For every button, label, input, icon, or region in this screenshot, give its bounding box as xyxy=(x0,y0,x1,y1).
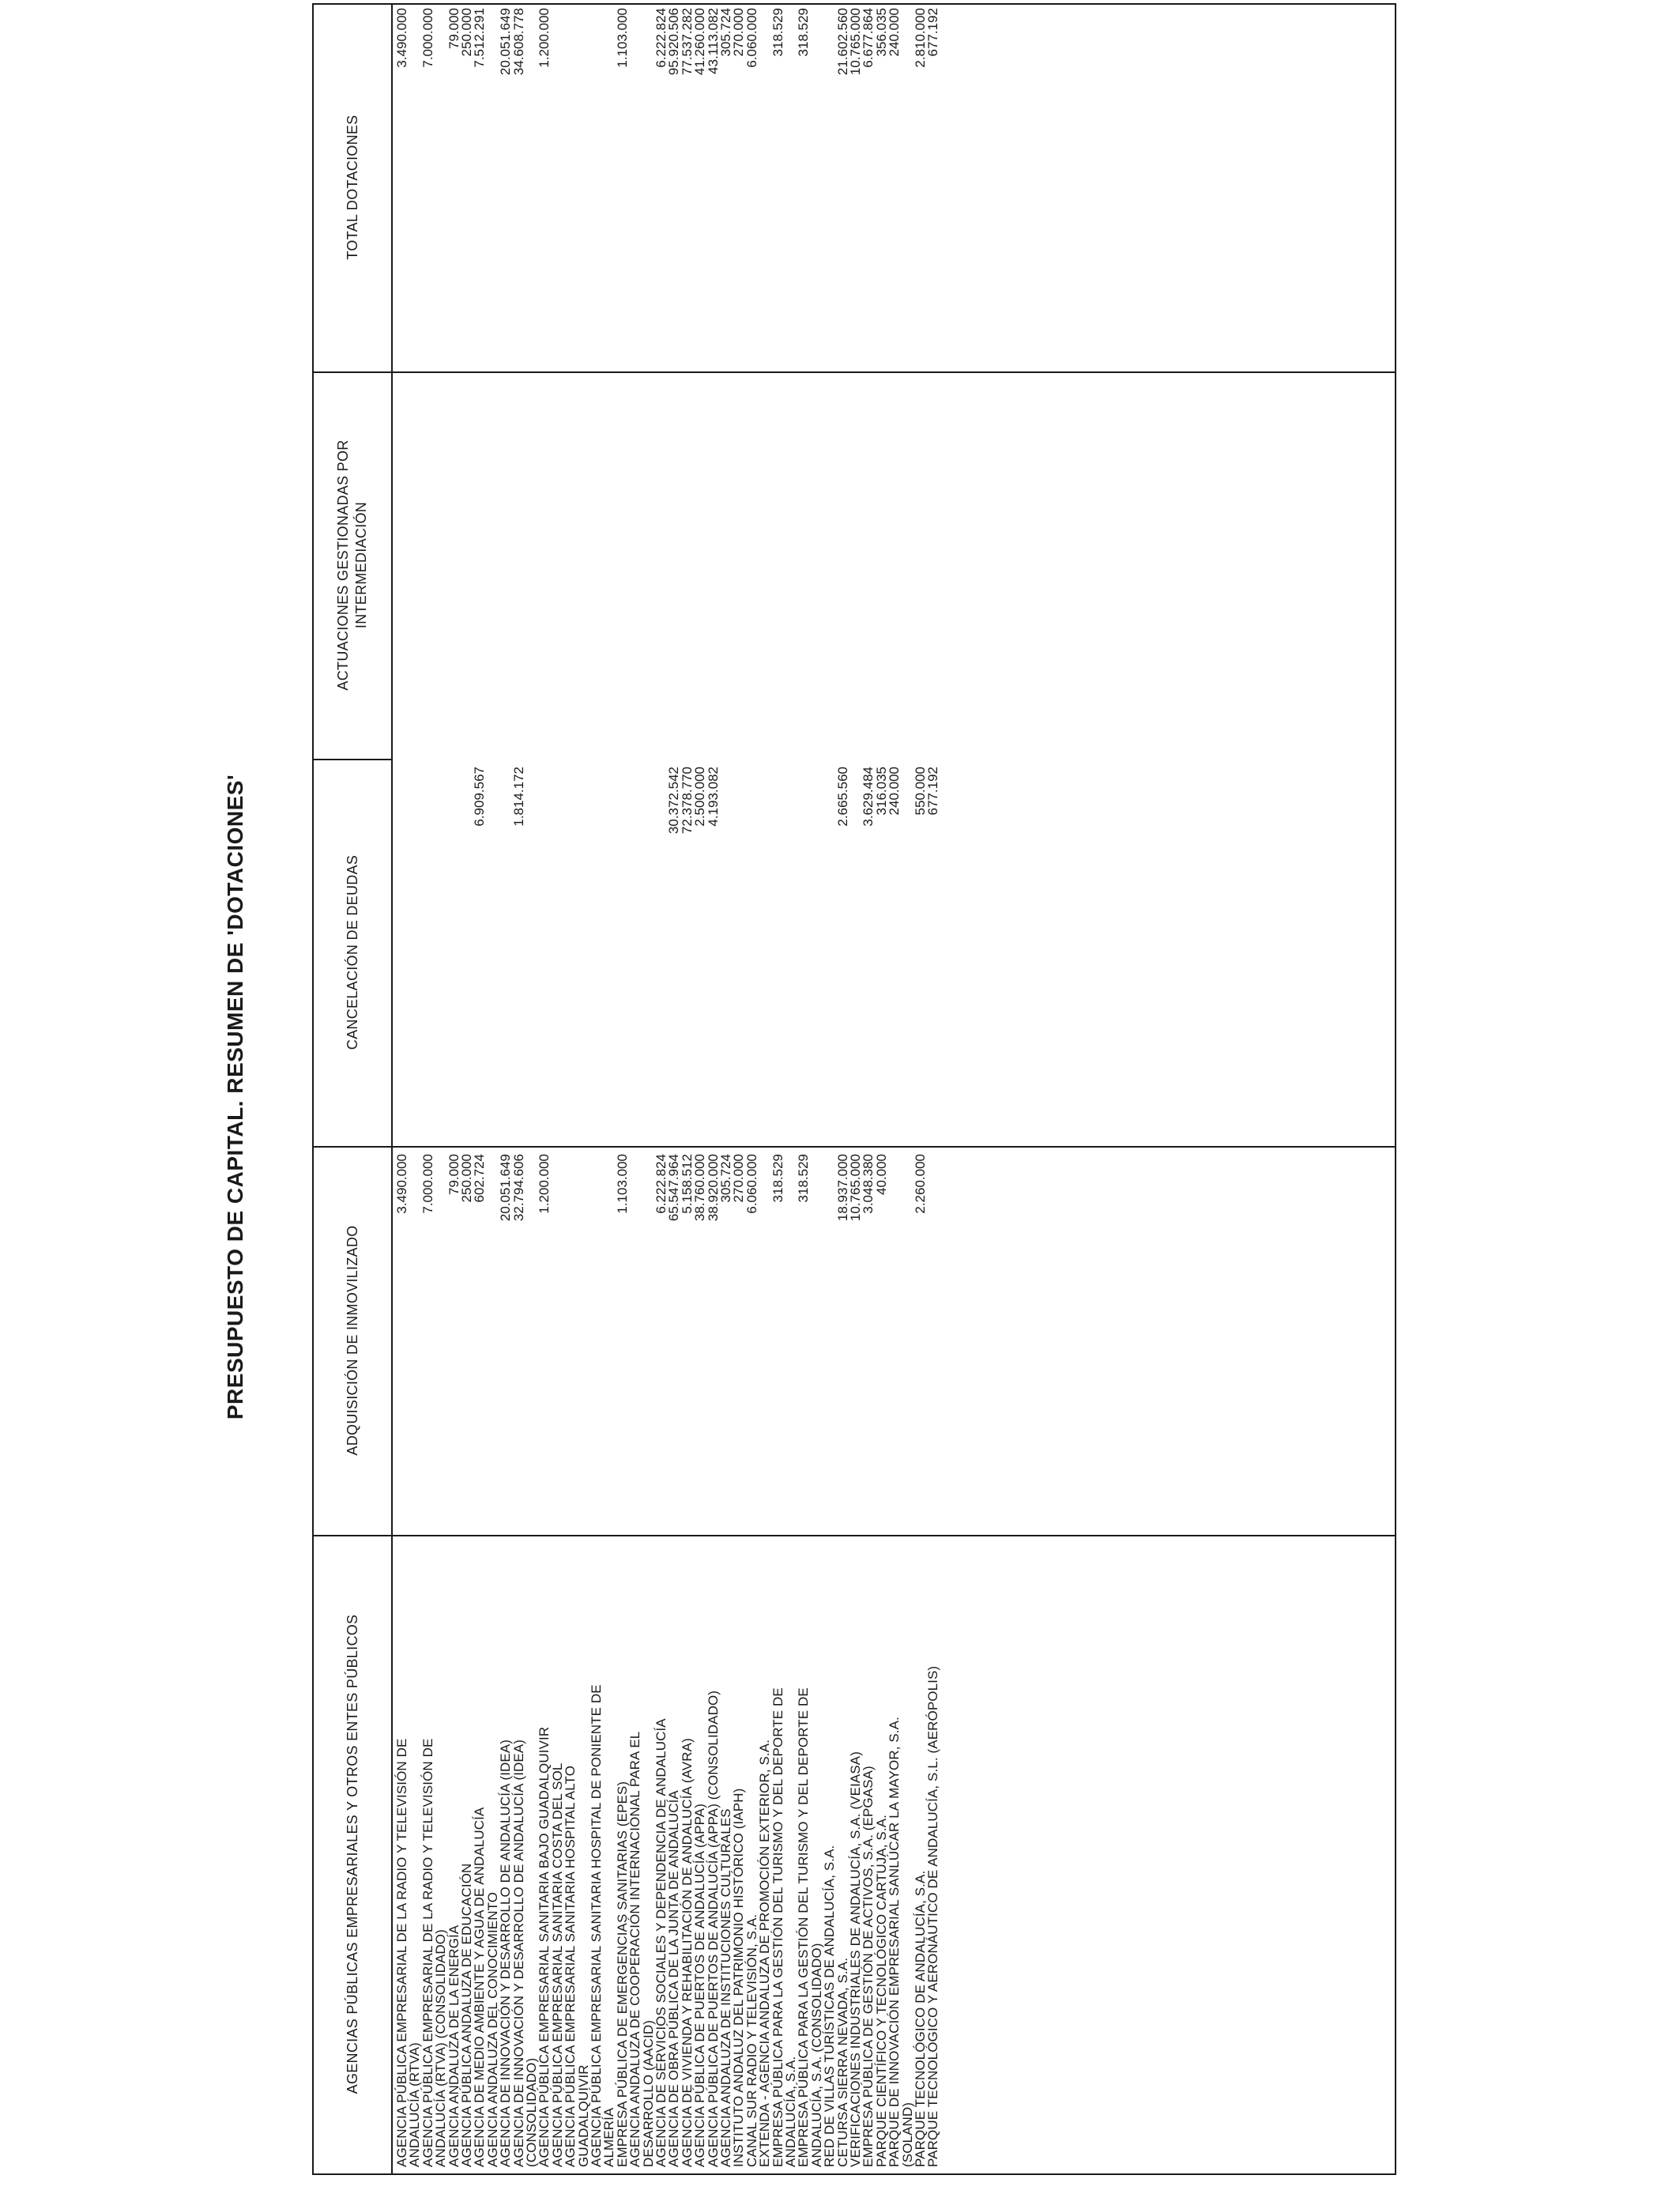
cell-adquisicion: 40.000 xyxy=(873,1154,889,1195)
entity-name: PARQUE TECNOLÓGICO Y AERONÁUTICO DE ANDALUCÍA, S.L. (AERÓPOLIS) xyxy=(925,1665,941,2167)
entity-name: AGENCIA PÚBLICA EMPRESARIAL SANITARIA HOSPITAL ALTO xyxy=(563,1765,578,2167)
entity-name: EMPRESA PÚBLICA DE EMERGENCIAS SANITARIAS (EPES) xyxy=(614,1781,630,2167)
cell-total: 6.222.824 xyxy=(654,8,669,68)
cell-cancelacion: 316.035 xyxy=(873,767,889,816)
entity-name: AGENCIA ANDALUZA DE LA ENERGÍA xyxy=(446,1924,461,2167)
entity-name: ANDALUCÍA, S.A. (CONSOLIDADO) xyxy=(808,1943,824,2167)
cell-total: 1.200.000 xyxy=(537,8,552,68)
entity-name: (CONSOLIDADO) xyxy=(524,2057,539,2167)
cell-adquisicion: 1.103.000 xyxy=(614,1154,630,1214)
cell-adquisicion: 318.529 xyxy=(796,1154,812,1203)
entity-name: EXTENDA - AGENCIA ANDALUZA DE PROMOCIÓN EXTERIOR, S.A. xyxy=(757,1739,773,2167)
cell-adquisicion: 5.158.512 xyxy=(679,1154,695,1214)
cell-adquisicion: 7.000.000 xyxy=(420,1154,435,1214)
cell-cancelacion: 3.629.484 xyxy=(861,767,876,827)
entity-name: AGENCIA DE VIVIENDA Y REHABILITACIÓN DE ANDALUCÍA (AVRA) xyxy=(679,1738,695,2167)
cell-total: 21.602.560 xyxy=(834,8,850,76)
entity-name: PARQUE TECNOLÓGICO DE ANDALUCÍA, S.A. xyxy=(913,1870,928,2167)
entity-name: AGENCIA PÚBLICA EMPRESARIAL SANITARIA HOSPITAL DE PONIENTE DE xyxy=(589,1684,604,2167)
cell-total: 3.490.000 xyxy=(394,8,409,68)
column-divider-4 xyxy=(314,371,1395,373)
cell-total: 677.192 xyxy=(925,8,941,57)
column-divider-2 xyxy=(314,1146,1395,1148)
cell-adquisicion: 3.490.000 xyxy=(394,1154,409,1214)
column-divider-1 xyxy=(314,1535,1395,1536)
cell-adquisicion: 6.060.000 xyxy=(744,1154,759,1214)
entity-name: AGENCIA DE SERVICIOS SOCIALES Y DEPENDENCIA DE ANDALUCÍA xyxy=(654,1718,669,2167)
entity-name: AGENCIA ANDALUZA DEL CONOCIMIENTO xyxy=(484,1891,500,2167)
entity-name: AGENCIA PÚBLICA DE PUERTOS DE ANDALUCÍA (APPA) (CONSOLIDADO) xyxy=(705,1690,721,2167)
cell-total: 305.724 xyxy=(718,8,733,57)
col-header-total: TOTAL DOTACIONES xyxy=(344,115,360,260)
entity-name: AGENCIA DE INNOVACIÓN Y DESARROLLO DE ANDALUCÍA (IDEA) xyxy=(498,1739,514,2167)
cell-adquisicion: 6.222.824 xyxy=(654,1154,669,1214)
entity-name: AGENCIA PÚBLICA EMPRESARIAL DE LA RADIO Y TELEVISIÓN DE xyxy=(420,1738,435,2167)
cell-adquisicion: 270.000 xyxy=(731,1154,747,1203)
entity-name: AGENCIA DE MEDIO AMBIENTE Y AGUA DE ANDALUCÍA xyxy=(472,1807,488,2167)
entity-name: ALMERÍA xyxy=(601,2107,617,2167)
cell-adquisicion: 20.051.649 xyxy=(498,1154,514,1222)
entity-name: AGENCIA PÚBLICA EMPRESARIAL DE LA RADIO Y TELEVISIÓN DE xyxy=(394,1738,409,2167)
cell-cancelacion: 6.909.567 xyxy=(472,767,488,827)
cell-adquisicion: 79.000 xyxy=(446,1154,461,1195)
cell-adquisicion: 250.000 xyxy=(459,1154,474,1203)
entity-name: EMPRESA PÚBLICA PARA LA GESTIÓN DEL TURISMO Y DEL DEPORTE DE xyxy=(770,1687,785,2167)
entity-name: RED DE VILLAS TURÍSTICAS DE ANDALUCÍA, S.A. xyxy=(822,1845,838,2167)
cell-adquisicion: 3.048.380 xyxy=(861,1154,876,1214)
cell-total: 318.529 xyxy=(770,8,785,57)
entity-name: PARQUE CIENTÍFICO Y TECNOLÓGICO CARTUJA, S.A. xyxy=(873,1815,889,2167)
cell-total: 6.677.864 xyxy=(861,8,876,68)
header-divider xyxy=(391,5,393,2173)
entity-name: AGENCIA DE INNOVACIÓN Y DESARROLLO DE ANDALUCÍA (IDEA) xyxy=(510,1739,526,2167)
cell-cancelacion: 30.372.542 xyxy=(666,767,682,835)
entity-name: AGENCIA PÚBLICA EMPRESARIAL SANITARIA COSTA DEL SOL xyxy=(549,1762,565,2167)
entity-name: PARQUE DE INNOVACIÓN EMPRESARIAL SANLÚCAR LA MAYOR, S.A. xyxy=(887,1717,902,2167)
entity-name: AGENCIA ANDALUZA DE INSTITUCIONES CULTURALES xyxy=(718,1808,733,2167)
entity-name: AGENCIA PÚBLICA DE PUERTOS DE ANDALUCÍA (APPA) xyxy=(692,1804,708,2167)
cell-total: 95.920.506 xyxy=(666,8,682,76)
cell-cancelacion: 240.000 xyxy=(887,767,902,816)
cell-total: 41.260.000 xyxy=(692,8,708,76)
col-header-cancelacion: CANCELACIÓN DE DEUDAS xyxy=(344,854,360,1050)
col-header-entidades: AGENCIAS PÚBLICAS EMPRESARIALES Y OTROS ENTES PÚBLICOS xyxy=(344,1614,360,2094)
col-header-actuaciones: ACTUACIONES GESTIONADAS POR INTERMEDIACIÓN xyxy=(335,439,369,691)
cell-adquisicion: 305.724 xyxy=(718,1154,733,1203)
entity-name: EMPRESA PÚBLICA PARA LA GESTIÓN DEL TURISMO Y DEL DEPORTE DE xyxy=(796,1687,812,2167)
cell-total: 7.512.291 xyxy=(472,8,488,68)
cell-total: 79.000 xyxy=(446,8,461,49)
cell-cancelacion: 550.000 xyxy=(913,767,928,816)
entity-name: (SOLAND) xyxy=(899,2102,915,2167)
cell-total: 240.000 xyxy=(887,8,902,57)
cell-adquisicion: 2.260.000 xyxy=(913,1154,928,1214)
cell-total: 1.103.000 xyxy=(614,8,630,68)
cell-adquisicion: 10.765.000 xyxy=(848,1154,863,1222)
cell-adquisicion: 1.200.000 xyxy=(537,1154,552,1214)
entity-name: AGENCIA ANDALUZA DE COOPERACIÓN INTERNACIONAL PARA EL xyxy=(627,1731,643,2167)
col-header-adquisicion: ADQUISICIÓN DE INMOVILIZADO xyxy=(344,1225,360,1456)
entity-name: AGENCIA DE OBRA PÚBLICA DE LA JUNTA DE ANDALUCÍA xyxy=(666,1790,682,2167)
cell-cancelacion: 4.193.082 xyxy=(705,767,721,827)
entity-name: AGENCIA PÚBLICA ANDALUZA DE EDUCACIÓN xyxy=(459,1863,474,2167)
dotaciones-table xyxy=(312,3,1396,2175)
cell-total: 77.537.282 xyxy=(679,8,695,76)
cell-adquisicion: 32.794.606 xyxy=(510,1154,526,1222)
cell-total: 10.765.000 xyxy=(848,8,863,76)
entity-name: CANAL SUR RADIO Y TELEVISIÓN, S.A. xyxy=(744,1913,759,2167)
cell-adquisicion: 318.529 xyxy=(770,1154,785,1203)
cell-cancelacion: 2.665.560 xyxy=(834,767,850,827)
cell-total: 43.113.082 xyxy=(705,8,721,74)
cell-cancelacion: 72.378.770 xyxy=(679,767,695,835)
cell-total: 34.608.778 xyxy=(510,8,526,76)
entity-name: CETURSA SIERRA NEVADA, S.A. xyxy=(834,1957,850,2167)
cell-adquisicion: 602.724 xyxy=(472,1154,488,1203)
cell-adquisicion: 38.920.000 xyxy=(705,1154,721,1222)
entity-name: INSTITUTO ANDALUZ DEL PATRIMONIO HISTÓRICO (IAPH) xyxy=(731,1788,747,2167)
cell-adquisicion: 65.547.964 xyxy=(666,1154,682,1222)
document-title: PRESUPUESTO DE CAPITAL. RESUMEN DE 'DOTACIONES' xyxy=(223,774,247,1420)
cell-adquisicion: 18.937.000 xyxy=(834,1154,850,1222)
entity-name: ANDALUCÍA (RTVA) (CONSOLIDADO) xyxy=(433,1929,449,2167)
cell-cancelacion: 2.500.000 xyxy=(692,767,708,827)
cell-cancelacion: 1.814.172 xyxy=(510,767,526,827)
cell-cancelacion: 677.192 xyxy=(925,767,941,816)
entity-name: VERIFICACIONES INDUSTRIALES DE ANDALUCÍA, S.A. (VEIASA) xyxy=(848,1751,863,2167)
entity-name: EMPRESA PÚBLICA DE GESTIÓN DE ACTIVOS, S.A. (EPGASA) xyxy=(861,1766,876,2167)
entity-name: GUADALQUIVIR xyxy=(575,2064,591,2167)
cell-total: 250.000 xyxy=(459,8,474,57)
column-divider-3 xyxy=(314,759,393,760)
entity-name: ANDALUCÍA, S.A. xyxy=(783,2056,798,2167)
cell-total: 2.810.000 xyxy=(913,8,928,68)
entity-name: ANDALUCÍA (RTVA) xyxy=(407,2042,423,2167)
cell-adquisicion: 38.760.000 xyxy=(692,1154,708,1222)
entity-name: DESARROLLO (AACID) xyxy=(640,2019,656,2167)
cell-total: 270.000 xyxy=(731,8,747,57)
cell-total: 318.529 xyxy=(796,8,812,57)
entity-name: AGENCIA PÚBLICA EMPRESARIAL SANITARIA BAJO GUADALQUIVIR xyxy=(537,1726,552,2167)
cell-total: 7.000.000 xyxy=(420,8,435,68)
cell-total: 6.060.000 xyxy=(744,8,759,68)
cell-total: 356.035 xyxy=(873,8,889,57)
cell-total: 20.051.649 xyxy=(498,8,514,76)
